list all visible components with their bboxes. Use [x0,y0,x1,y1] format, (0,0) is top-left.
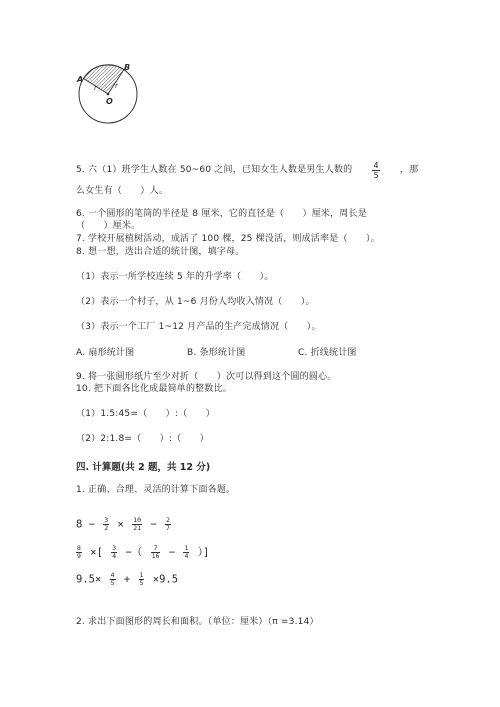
expr-2-text-a: ×[ [90,546,103,559]
expr-3-fraction-1 [110,572,116,587]
expr-2-fraction-4 [183,545,189,560]
expr-2-fraction-3 [151,545,161,560]
denominator: 4 [112,552,117,560]
denominator: 2 [104,524,109,532]
expr-3-fraction-2 [139,572,145,587]
numerator: 1 [184,544,189,552]
numerator: 3 [112,544,117,552]
question-10-sub-2: （2）2:1.8=（ ）:（ ） [76,434,209,444]
expr-2-fraction-2 [111,545,117,560]
expr-1-text-c: − [150,518,157,531]
section-4-question-1: 1. 正确、合理、灵活的计算下面各题。 [76,485,236,495]
question-5-line-1 [76,161,418,180]
numerator: 3 [104,516,109,524]
denominator: 5 [110,579,115,587]
denominator: 5 [139,579,144,587]
expr-3-text-c: ×9.5 [152,573,179,586]
numerator: 1 [139,571,144,579]
label-o: O [106,97,114,106]
expression-3 [76,572,178,587]
expr-1-fraction-2 [132,517,142,532]
denominator: 21 [133,524,142,532]
question-6-line-1: 6. 一个圆形的笔筒的半径是 8 厘米，它的直径是（ ）厘米，周长是 [76,209,367,219]
expr-2-fraction-1 [76,545,82,560]
question-5-text-end: ，那 [399,165,419,175]
numerator: 4 [110,571,115,579]
label-a: A [77,75,84,84]
question-5-text: 5. 六（1）班学生人数在 50~60 之间，已知女生人数是男生人数的 [76,165,353,175]
expr-2-text-b: −（ [125,546,143,559]
fraction-denominator: 5 [373,171,379,180]
expr-2-text-c: − [168,546,176,559]
expression-2 [76,545,209,560]
expr-3-text-b: + [123,573,131,586]
numerator: 10 [133,516,142,524]
section-4-question-2: 2. 求出下面图形的周长和面积。（单位：厘米）（π =3.14） [76,617,319,627]
numerator: 2 [166,516,170,524]
expression-1 [76,517,173,532]
expr-2-text-d: ）] [197,546,210,559]
question-7: 7. 学校开展植树活动，成活了 100 棵，25 棵没活，则成活率是（ ）。 [76,234,380,244]
question-9: 9. 将一张圆形纸片至少对折（ ）次可以得到这个圆的圆心。 [76,372,337,382]
section-4-heading: 四. 计算题(共 2 题，共 12 分) [76,462,211,473]
center-point [107,93,110,96]
fraction-numerator: 4 [373,161,379,170]
option-c: C. 折线统计图 [298,348,357,358]
option-a: A. 扇形统计图 [76,348,135,358]
expr-1-fraction-1 [103,517,109,532]
expr-1-fraction-3 [165,517,171,532]
label-r-left: r [94,84,98,92]
expr-3-text-a: 9.5× [76,573,102,586]
question-8-sub-3: （3）表示一个工厂 1~12 月产品的生产完成情况（ ）。 [76,322,321,332]
numerator: 7 [153,544,158,552]
question-10-sub-1: （1）1.5:45=（ ）:（ ） [76,409,215,419]
denominator: 9 [77,552,81,560]
question-8-stem: 8. 想一想，选出合适的统计图，填字母。 [76,247,245,257]
question-8-sub-2: （2）表示一个村子，从 1~6 月份人均收入情况（ ）。 [76,297,315,307]
question-10-stem: 10. 把下面各比化成最简单的整数比。 [76,384,232,394]
denominator: 7 [166,524,170,532]
question-5-line-2: 么女生有（ ）人。 [76,186,169,196]
question-8-sub-1: （1）表示一所学校连续 5 年的升学率（ ）。 [76,272,274,282]
numerator: 8 [77,544,81,552]
label-b: B [124,63,131,72]
fraction-4-5 [372,161,379,180]
expr-1-text-a: 8 − [76,518,95,531]
denominator: 16 [151,552,160,560]
question-6-line-2: （ ）厘米。 [76,221,141,231]
option-b: B. 条形统计图 [187,348,246,358]
expr-1-text-b: × [117,518,124,531]
label-r-right: r [115,82,119,90]
denominator: 4 [184,552,189,560]
